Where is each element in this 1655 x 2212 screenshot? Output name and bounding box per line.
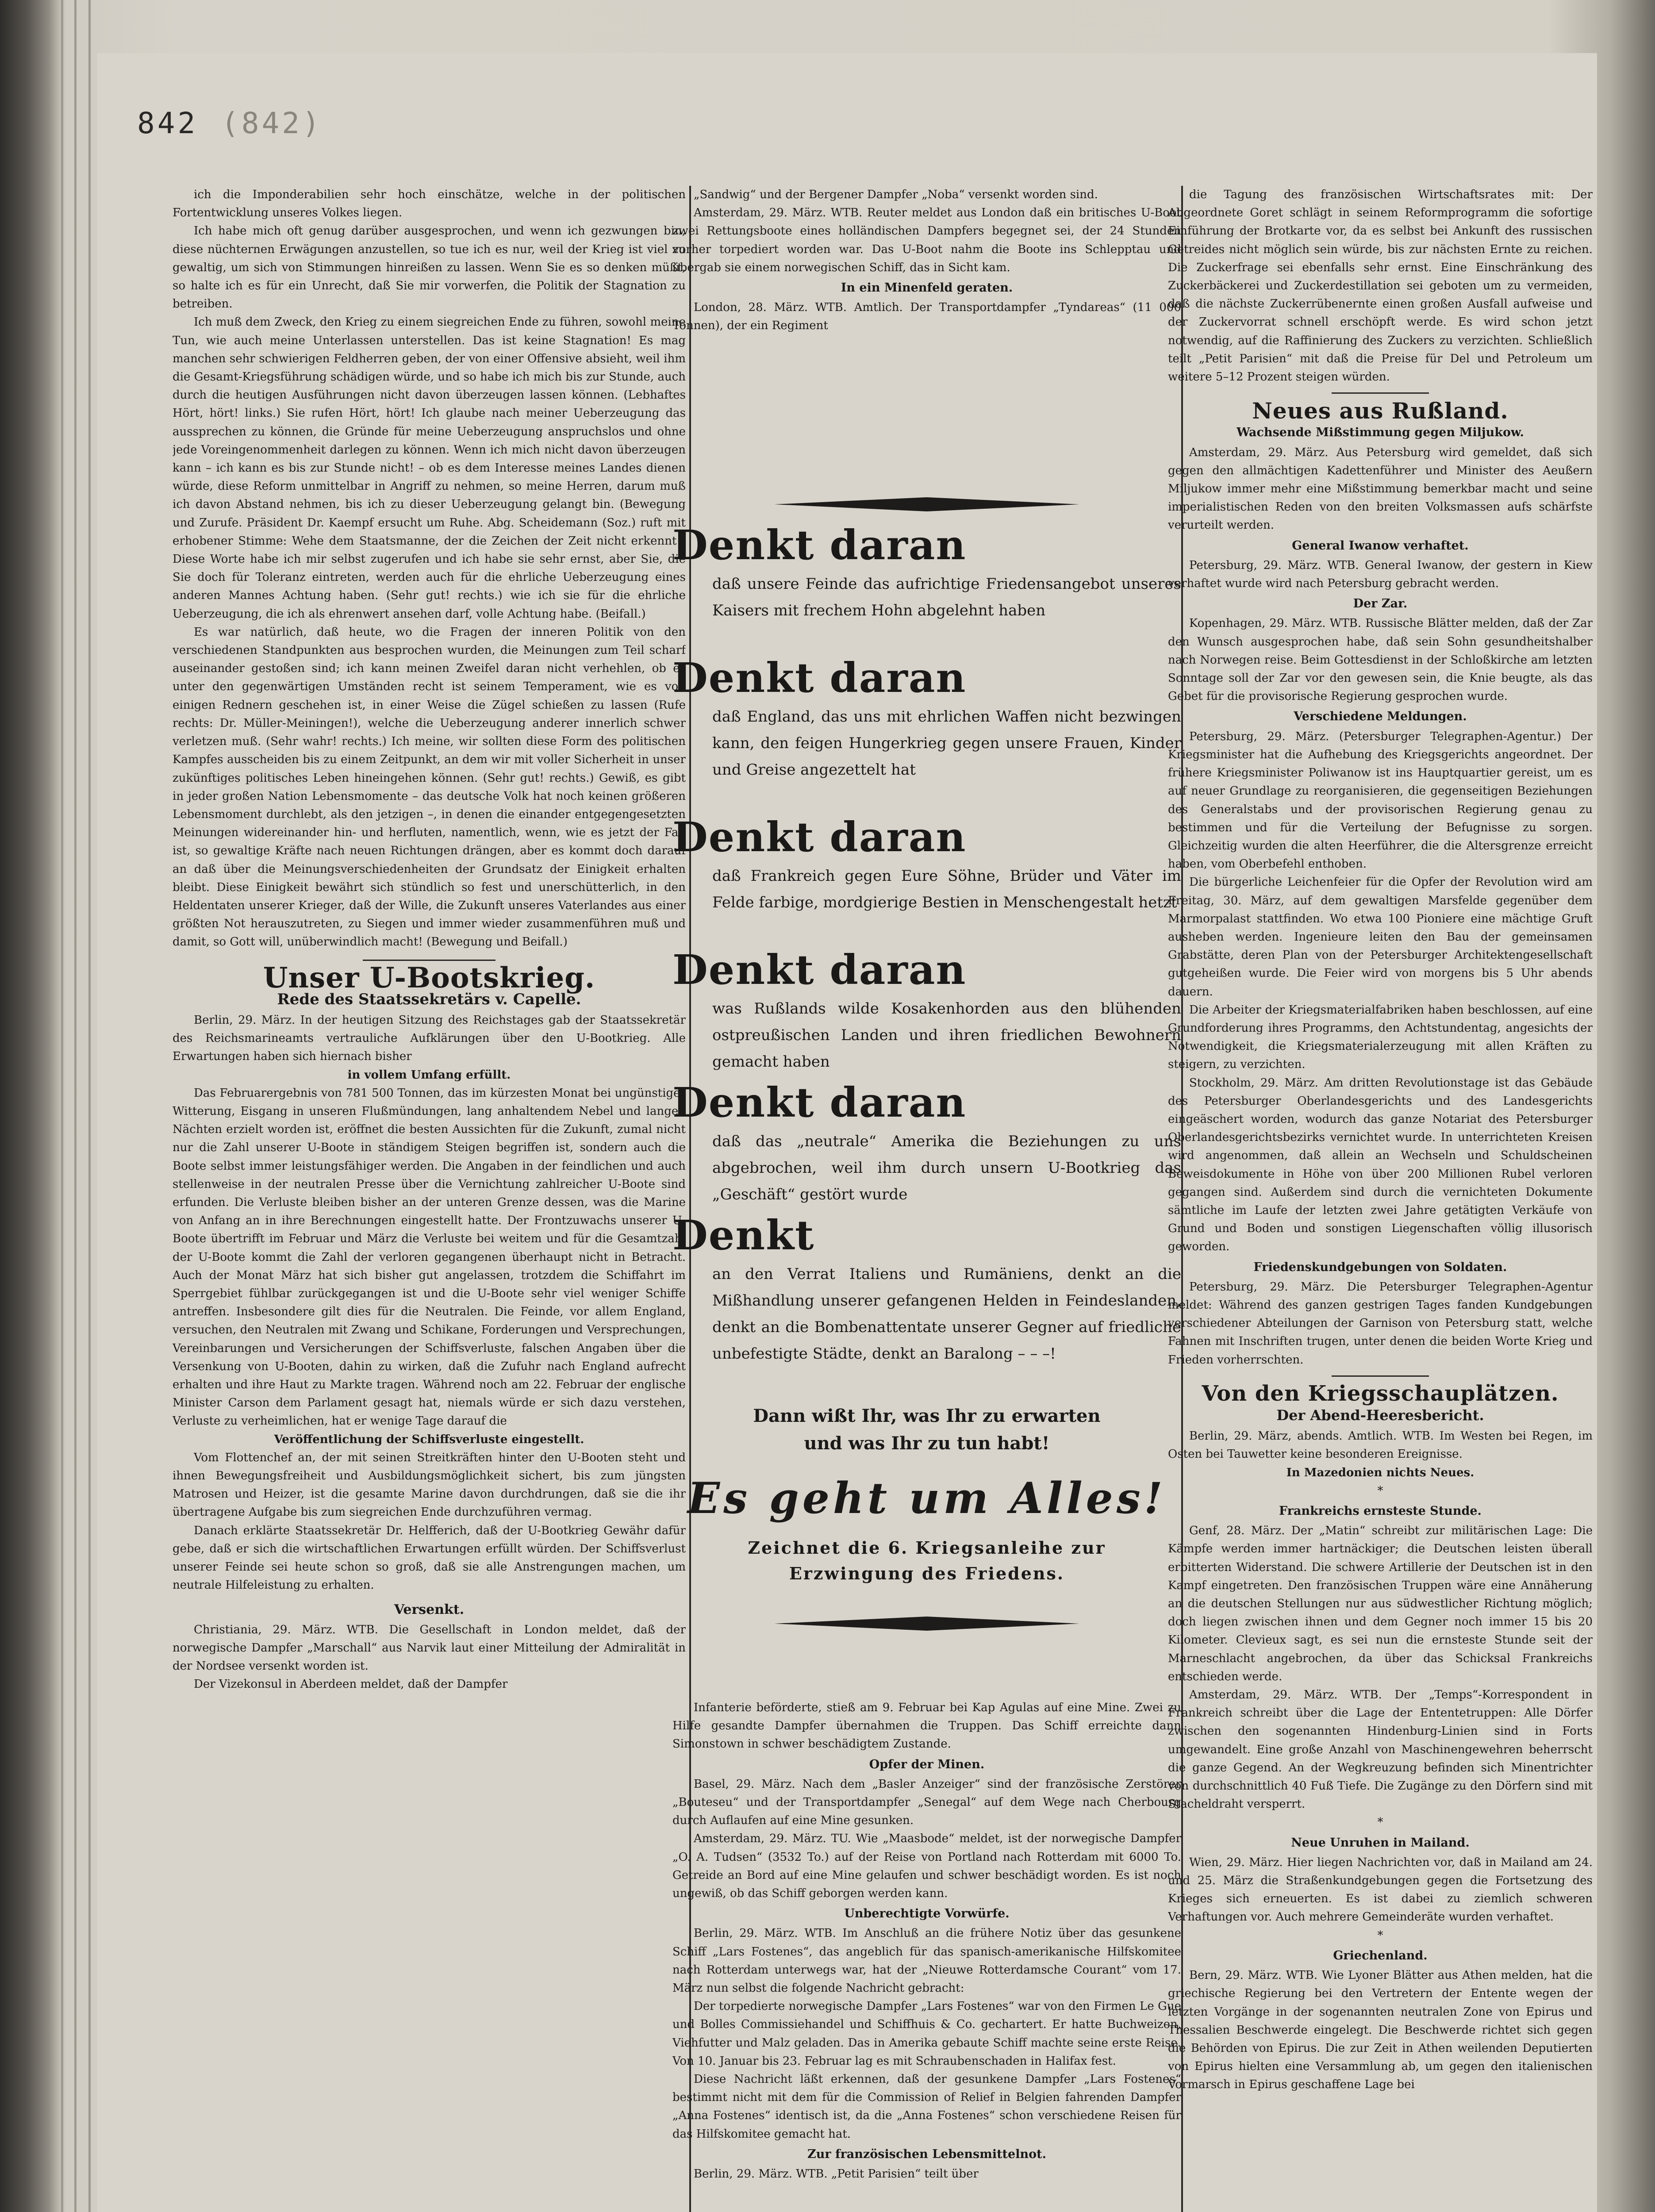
ad-text: daß das „neutrale“ Amerika die Beziehungen zu uns abgebrochen, weil ihm durch unsern U-Bootkrieg das „Geschäft“ gestört wurde (712, 1133, 1181, 1203)
paragraph: „Sandwig“ und der Bergener Dampfer „Noba“ versenkt worden sind. (694, 188, 1098, 201)
paragraph: Amsterdam, 29. März. WTB. Der „Temps“-Korrespondent in Frankreich schreibt über die Lage der Ententetruppen: Alle Dörfer zwischen den sogenannten Hindenburg-Linien sind in Forts umgewandelt. Eine große Anzahl von Maschinengewehren beherrscht die ganze Gegend. An der Wegkreuzung befinden sich Minentrichter von durchschnittlich 40 Fuß Tiefe. Die Zugänge zu den Dörfern sind mit Stacheldraht versperrt. (1168, 1688, 1593, 1811)
paragraph: Die Arbeiter der Kriegsmaterialfabriken haben beschlossen, auf eine Grundforderung ihres Programms, den Achtstundentag, angesichts der Notwendigkeit, die Kriegsmaterialerzeugung mit allen Kräften zu steigern, zu verzichten. (1168, 1003, 1593, 1071)
col1-paras-top (173, 186, 686, 952)
paragraph: Basel, 29. März. Nach dem „Basler Anzeiger“ sind der französische Zerstörer „Bouteseu“ und der Transportdampfer „Senegal“ auf dem Wege nach Cherbourg durch Auflaufen auf eine Mine gesunken. (672, 1777, 1181, 1828)
paragraph: Genf, 28. März. Der „Matin“ schreibt zur militärischen Lage: Die Kämpfe werden immer hartnäckiger; die Deutschen leisten überall erbitterten Widerstand. Die schwere Artillerie der Deutschen ist in den Kampf eingetreten. Den französischen Truppen wäre eine Annäherung an die deutschen Stellungen nur aus südwestlicher Richtung möglich; doch liegen zwischen ihnen und dem Gegner noch immer 15 bis 20 Kilometer. Clevieux sagt, es sei nun die ernsteste Stunde seit der Marneschlacht angebrochen, da über das Schicksal Frankreichs entschieden werde. (1168, 1524, 1593, 1683)
paragraph: Wien, 29. März. Hier liegen Nachrichten vor, daß in Mailand am 24. und 25. März die Straßenkundgebungen gegen die Fortsetzung des Krieges sich erneuerten. Es ist dabei zu ziemlich schweren Verhaftungen vor. Auch mehrere Gemeinderäte wurden verhaftet. (1168, 1855, 1593, 1924)
paragraph: Vom Flottenchef an, der mit seinen Streitkräften hinter den U-Booten steht und ihnen Bewegungsfreiheit und Ausbildungsmöglichkeit sichert, bis zum jüngsten Matrosen und Heizer, ist die gesamte Marine davon durchdrungen, daß sie die ihr übertragene Aufgabe bis zum siegreichen Ende durchzuführen vermag. (173, 1451, 686, 1519)
paragraph: Diese Nachricht läßt erkennen, daß der gesunkene Dampfer „Lars Fostenes“ bestimmt nicht mit dem für die Commission of Relief in Belgien fahrenden Dampfer „Anna Fostenes“ identisch ist, da die „Anna Fostenes“ schon verschiedene Reisen für das Hilfskomitee gemacht hat. (672, 2073, 1181, 2141)
paragraph: Der torpedierte norwegische Dampfer „Lars Fostenes“ war von den Firmen Le Gue und Bolles Commissiehandel und Schiffhuis & Co. gechartert. Er hatte Buchweizen, Viehfutter und Malz geladen. Das in Amerika gebaute Schiff machte seine erste Reise. Von 10. Januar bis 23. Februar lag es mit Schraubenschaden in Halifax fest. (672, 2000, 1181, 2068)
subhead-meldungen: Verschiedene Meldungen. (1294, 710, 1467, 724)
ad-block (672, 947, 1181, 1075)
subhead-opfer: Opfer der Minen. (869, 1757, 985, 1771)
ad-heading: Denkt daran (672, 946, 967, 994)
paragraph: Ich habe mich oft genug darüber ausgesprochen, und wenn ich gezwungen bin, diese nüchternen Erwägungen anzustellen, so tue ich es nur, weil der Krieg ist viel zu gewaltig, um sich von Stimmungen hinreißen zu lassen. Wenn Sie es so denken müßt, so halte ich es für ein Unrecht, daß Sie mir vorwerfen, die Politik der Stagnation zu betreiben. (173, 224, 686, 311)
subhead-abend: Der Abend-Heeresbericht. (1276, 1407, 1484, 1424)
separator-star: * (1377, 1928, 1383, 1942)
headline-uboot: Unser U-Bootskrieg. (263, 961, 595, 995)
paragraph: Berlin, 29. März, abends. Amtlich. WTB. Im Westen bei Regen, im Osten bei Tauwetter keine besonderen Ereignisse. (1168, 1429, 1593, 1461)
ad-block (672, 522, 1181, 624)
ad-text: daß England, das uns mit ehrlichen Waffen nicht bezwingen kann, den feigen Hungerkrieg gegen unsere Frauen, Kinder und Greise angezettelt hat (712, 708, 1181, 779)
paragraph: Es war natürlich, daß heute, wo die Fragen der inneren Politik von den verschiedenen Standpunkten aus besprochen wurden, die Meinungen zum Teil scharf auseinander gestoßen sind; ich kann meinen Zweifel daran nicht verhehlen, ob es unter den gegenwärtigen Umständen recht ist seinem Temperament, wie es von einigen Rednern geschehen ist, in einer Weise die Zügel schießen zu lassen (Rufe rechts: Dr. Müller-Meiningen!), welche die Ueberzeugung anderer innerlich schwer verletzen muß. (Sehr wahr! rechts.) Ich meine, wir sollten diese Form des politischen Kampfes ausscheiden bis zu einem Zeitpunkt, an dem wir mit voller Sicherheit in unser zukünftiges politisches Leben hineingehen können. (Sehr gut! rechts.) Gewiß, es gibt in jeder großen Nation Lebensmomente – das deutsche Volk hat noch keinen größeren Lebensmoment durchlebt, als den jetzigen –, in denen die einander entgegengesetzten Meinungen widereinander hin- und herfluten, namentlich, wenn, wie es jetzt der Fall ist, so gewaltige Kräfte nach neuen Richtungen drängen, aber es kommt doch darauf an daß über die Meinungsverschiedenheiten der Grundsatz der Einigkeit erhalten bleibt. Diese Einigkeit bewährt sich stündlich so fest und unerschütterlich, in den Heldentaten unserer Krieger, daß der Wille, die Zukunft unseres Vaterlandes aus einer größten Not herauszutreten, zu Siegen und immer wieder zusammenführen muß und damit, so Gott will, unüberwindlich macht! (Bewegung und Beifall.) (173, 625, 686, 949)
subhead-soldaten: Friedenskundgebungen von Soldaten. (1253, 1260, 1507, 1274)
ad-heading: Denkt daran (672, 1079, 967, 1126)
page-number-ghost: (842) (221, 106, 323, 140)
ad-block (672, 1079, 1181, 1208)
paragraph: Kopenhagen, 29. März. WTB. Russische Blätter melden, daß der Zar den Wunsch ausgesprochen habe, daß sein Sohn gesundheitshalber nach Norwegen reise. Beim Gottesdienst in der Schloßkirche am letzten Sonntage soll der Zar vor den gewesen sein, die Knie beugte, als das Gebet für die provisorische Regierung gesprochen wurde. (1168, 617, 1593, 703)
ad-heading: Denkt daran (672, 813, 967, 861)
ad-heading: Denkt daran (672, 654, 967, 702)
war-bond-advertisement (672, 522, 1181, 1725)
paragraph: Danach erklärte Staatssekretär Dr. Helfferich, daß der U-Bootkrieg Gewähr dafür gebe, daß er sich die wirtschaftlichen Erwartungen erfüllt würden. Der Schiffsverlust unserer Feinde sei heute schon so groß, daß sie alle Anstrengungen machen, um neutrale Hilfeleistung zu erhalten. (173, 1524, 686, 1592)
ad-text: daß unsere Feinde das aufrichtige Friedensangebot unseres Kaisers mit frechem Hohn abgelehnt haben (712, 575, 1181, 619)
subhead-vorwuerfe: Unberechtigte Vorwürfe. (844, 1907, 1010, 1921)
separator-star: * (1377, 1484, 1383, 1498)
paragraph: Petersburg, 29. März. WTB. General Iwanow, der gestern in Kiew verhaftet wurde wird nach Petersburg gebracht werden. (1168, 558, 1593, 591)
ornament-rule-icon (774, 1615, 1079, 1632)
ad-block (672, 655, 1181, 783)
subhead-versenkt: Versenkt. (394, 1602, 465, 1618)
ad-heading: Denkt (672, 1211, 815, 1259)
subhead-zar: Der Zar. (1353, 597, 1408, 611)
ad-slogan (672, 1473, 1181, 1523)
paragraph: Berlin, 29. März. WTB. Im Anschluß an die frühere Notiz über das gesunkene Schiff „Lars Fostenes“, das angeblich für das spanisch-amerikanische Hilfskomitee nach Rotterdam unterwegs war, hat der „Nieuwe Rotterdamsche Courant“ vom 17. März nun selbst die folgende Nachricht gebracht: (672, 1927, 1181, 1995)
headline-kriegsschauplaetze: Von den Kriegsschauplätzen. (1202, 1381, 1559, 1406)
ad-heading: Denkt daran (672, 521, 967, 569)
paragraph: In Mazedonien nichts Neues. (1286, 1466, 1475, 1479)
emphasis-line: in vollem Umfang erfüllt. (347, 1068, 511, 1082)
paragraph: Amsterdam, 29. März. TU. Wie „Maasbode“ meldet, ist der norwegische Dampfer „O. A. Tudsen“ (3532 To.) auf der Reise von Portland nach Rotterdam mit 6000 To. Getreide an Bord auf eine Mine gelaufen und schwer beschädigt worden. Es ist noch ungewiß, ob das Schiff geborgen werden kann. (672, 1832, 1181, 1901)
ad-text: daß Frankreich gegen Eure Söhne, Brüder und Väter im Felde farbige, mordgierige Bestien in Menschengestalt hetzt (712, 867, 1181, 911)
paragraph: Amsterdam, 29. März. WTB. Reuter meldet aus London daß ein britisches U-Boot zwei Rettungsboote eines holländischen Dampfers begegnet sei, der 24 Stunden vorher torpediert worden war. Das U-Boot nahm die Boote ins Schlepptau und übergab sie einem norwegischen Schiff, das in Sicht kam. (672, 206, 1181, 274)
column-3 (1168, 186, 1593, 2212)
headline-russland: Neues aus Rußland. (1252, 398, 1509, 424)
ad-block (672, 1212, 1181, 1367)
ad-footer-text: Dann wißt Ihr, was Ihr zu erwarten und was Ihr zu tun habt! (753, 1406, 1101, 1454)
subheadline-uboot: Rede des Staatssekretärs v. Capelle. (277, 990, 581, 1008)
paragraph: ich die Imponderabilien sehr hoch einschätze, welche in der politischen Fortentwicklung unseres Volkes liegen. (173, 188, 686, 220)
section-divider (1332, 392, 1429, 394)
paragraph: Petersburg, 29. März. (Petersburger Telegraphen-Agentur.) Der Kriegsminister hat die Aufhebung des Kriegsgerichts angeordnet. Der frühere Kriegsminister Poliwanow ist ins Hauptquartier gereist, um es auf neuer Grundlage zu reorganisieren, die gegenseitigen Beziehungen des Generalstabs und der provisorischen Regierung genau zu bestimmen und für die Verteilung der Befugnisse zu sorgen. Gleichzeitig wurden die alten Heerführer, die die Altersgrenze erreicht haben, vom Oberbefehl enthoben. (1168, 730, 1593, 871)
separator-star: * (1377, 1816, 1383, 1829)
binding-edge (74, 0, 77, 2212)
subhead-iwanow: General Iwanow verhaftet. (1292, 538, 1469, 553)
subhead-frankreich: Frankreichs ernsteste Stunde. (1279, 1504, 1482, 1518)
ad-text: was Rußlands wilde Kosakenhorden aus den blühenden ostpreußischen Landen und ihren friedlichen Bewohnern gemacht haben (712, 1000, 1181, 1071)
column-1 (173, 186, 686, 2212)
binding-edge (88, 0, 91, 2212)
paragraph: die Tagung des französischen Wirtschaftsrates mit: Der Abgeordnete Goret schlägt in seinem Reformprogramm die sofortige Einführung der Brotkarte vor, da es selbst bei Ankunft des russischen Getreides nicht möglich sein würde, bis zur nächsten Ernte zu reichen. Die Zuckerfrage sei ebenfalls sehr ernst. Eine Einschränkung des Zuckerbäckerei und Zuckerdestillation sei geboten um zu vermeiden, daß die nächste Zuckerrübenernte einen großen Ausfall aufweise und der Zuckervorrat schnell erschöpft werde. Es wird schon jetzt notwendig, auf die Raffinierung des Zuckers zu verzichten. Schließlich teilt „Petit Parisien“ mit daß die Preise für Del und Petroleum um weitere 5–12 Prozent steigen würden. (1168, 188, 1593, 384)
ornament-rule-icon (774, 495, 1079, 513)
paragraph: Amsterdam, 29. März. Aus Petersburg wird gemeldet, daß sich gegen den allmächtigen Kadettenführer und Minister des Aeußern Miljukow immer mehr eine Mißstimmung bemerkbar macht und seine imperialistischen Reden von den breiten Volksmassen aufs schärfste verurteilt werden. (1168, 445, 1593, 532)
paragraph: Petersburg, 29. März. Die Petersburger Telegraphen-Agentur meldet: Während des ganzen gestrigen Tages fanden Kundgebungen verschiedener Abteilungen der Garnison von Petersburg statt, welche Fahnen mit Inschriften trugen, unter denen die beiden Worte Krieg und Frieden vorherrschten. (1168, 1280, 1593, 1367)
column-2-top (672, 186, 1181, 495)
section-divider (1332, 1375, 1429, 1377)
section-divider (363, 960, 495, 961)
subhead-lebensmittel: Zur französischen Lebensmittelnot. (807, 2147, 1046, 2161)
paragraph: Die bürgerliche Leichenfeier für die Opfer der Revolution wird am Freitag, 30. März, auf dem gewaltigen Marsfelde gegenüber dem Marmorpalast stattfinden. Wo etwa 100 Pioniere eine mächtige Gruft ausheben werden. Ingenieure leiten den Bau der gemeinsamen Grabstätte, deren Plan von der Petersburger Architektengesellschaft gutgeheißen wurde. Die Feier wird von morgens bis 5 Uhr abends dauern. (1168, 876, 1593, 998)
subhead-minenfeld: In ein Minenfeld geraten. (841, 281, 1013, 295)
paragraph: Bern, 29. März. WTB. Wie Lyoner Blätter aus Athen melden, hat die griechische Regierung bei den Vertretern der Entente wegen der letzten Vorgänge in der sogenannten neutralen Zone von Epirus und Thessalien Beschwerde eingelegt. Die Beschwerde richtet sich gegen die Behörden von Epirus. Die zur Zeit in Athen weilenden Deputierten von Epirus hielten eine Versammlung ab, um gegen den italienischen Vormarsch in Epirus geschaffene Lage bei (1168, 1969, 1593, 2092)
subhead-mailand: Neue Unruhen in Mailand. (1291, 1836, 1470, 1850)
column-2-bottom (672, 1699, 1181, 2212)
binding-edge (61, 0, 63, 2212)
page-number: 842 (137, 106, 198, 140)
emphasis-line: Veröffentlichung der Schiffsverluste eingestellt. (274, 1432, 584, 1446)
paragraph: Das Februarergebnis von 781 500 Tonnen, das im kürzesten Monat bei ungünstiger Witterung, Eisgang in unseren Flußmündungen, lang anhaltendem Nebel und langen Nächten erzielt worden ist, eröffnet die besten Aussichten für die Zukunft, zumal nicht nur die Zahl unserer U-Boote in ständigem Steigen begriffen ist, sondern auch die Boote selbst immer leistungsfähiger werden. Die Angaben in der feindlichen und auch stellenweise in der neutralen Presse über die Vernichtung zahlreicher U-Boote sind erfunden. Die Verluste bleiben bisher an der unteren Grenze dessen, was die Marine von Anfang an in ihre Berechnungen eingestellt hatte. Der Frontzuwachs unserer U-Boote übertrifft im Februar und März die Verluste bei weitem und für die Gesamtzahl der U-Boote kommt die Zahl der verloren gegangenen überhaupt nicht in Betracht. Auch der Monat März hat sich bisher gut angelassen, trotzdem die Schiffahrt im Sperrgebiet fühlbar zurückgegangen ist und die U-Boote sehr viel weniger Schiffe antreffen. Insbesondere gilt dies für die Neutralen. Die Feinde, vor allem England, versuchen, den Neutralen mit Zwang und Schikane, Forderungen und Versprechungen, Vereinbarungen und Versicherungen der Schiffsverluste, falschen Angaben über die Versenkung von U-Booten, dahin zu wirken, daß die Zufuhr nach England aufrecht erhalten und ihre Haut zu Markte tragen. Während noch am 22. Februar der englische Minister Carson dem Parlament gesagt hat, niemals würde er sich dazu verstehen, Verluste zu verheimlichen, hat er wenige Tage darauf die (173, 1086, 686, 1428)
paragraph: Christiania, 29. März. WTB. Die Gesellschaft in London meldet, daß der norwegische Dampfer „Marschall“ aus Narvik laut einer Mitteilung der Admiralität in der Nordsee versenkt worden ist. (173, 1623, 686, 1673)
paragraph: Der Vizekonsul in Aberdeen meldet, daß der Dampfer (194, 1678, 508, 1691)
ad-call-to-action (672, 1535, 1181, 1586)
paragraph: Stockholm, 29. März. Am dritten Revolutionstage ist das Gebäude des Petersburger Oberlandesgerichts und des Landesgerichts eingeäschert worden, wodurch das ganze Notariat des Petersburger Oberlandesgerichtsbezirks vernichtet wurde. In unterrichteten Kreisen wird angenommen, daß allein an Wechseln und Schuldscheinen Beweisdokumente in Höhe von über 200 Millionen Rubel verloren gegangen sind. Außerdem sind durch die vernichteten Dokumente sämtliche im Laufe der letzten zwei Jahre getätigten Verkäufe von Grund und Boden und sonstigen Liegenschaften völlig illusorisch geworden. (1168, 1076, 1593, 1254)
ad-footer (672, 1402, 1181, 1457)
paragraph: Infanterie beförderte, stieß am 9. Februar bei Kap Agulas auf eine Mine. Zwei zu Hilfe gesandte Dampfer übernahmen die Truppen. Das Schiff erreichte dann Simonstown in schwer beschädigtem Zustande. (672, 1701, 1181, 1751)
ad-text: an den Verrat Italiens und Rumäniens, denkt an die Mißhandlung unserer gefangenen Helden in Feindeslanden, denkt an die Bombenattentate unserer Gegner auf friedliche unbefestigte Städte, denkt an Baralong – – –! (712, 1265, 1181, 1363)
subhead-griechenland: Griechenland. (1333, 1948, 1428, 1962)
newspaper-page (97, 53, 1597, 2212)
paragraph: Berlin, 29. März. In der heutigen Sitzung des Reichstages gab der Staatssekretär des Reichsmarineamts vertrauliche Aufklärungen über den U-Bootkrieg. Alle Erwartungen haben sich hiernach bisher (173, 1013, 686, 1064)
ad-call-text: Zeichnet die 6. Kriegsanleihe zur Erzwingung des Friedens. (748, 1538, 1106, 1583)
ad-slogan-text: Es geht um Alles! (687, 1473, 1166, 1523)
ad-block (672, 814, 1181, 916)
paragraph: Berlin, 29. März. WTB. „Petit Parisien“ teilt über (694, 2167, 979, 2181)
paragraph: London, 28. März. WTB. Amtlich. Der Transportdampfer „Tyndareas“ (11 000 Tonnen), der ein Regiment (672, 301, 1181, 333)
paragraph: Ich muß dem Zweck, den Krieg zu einem siegreichen Ende zu führen, sowohl meine Tun, wie auch meine Unterlassen unterstellen. Das ist keine Stagnation! Es mag manchen sehr schwierigen Feldherren geben, der von einer Offensive absieht, weil ihm die Gesamt-Kriegsführung schädigen würde, und so habe ich mich bis zur Stunde, auch durch die heutigen Ausführungen nicht davon überzeugen lassen können. (Lebhaftes Hört, hört! links.) Sie rufen Hört, hört! Ich glaube nach meiner Ueberzeugung das aussprechen zu können, die Gründe für meine Ueberzeugung anspruchslos und ohne jede Voreingenommenheit darlegen zu können. Wenn ich mich nicht davon überzeugen kann – ich kann es bis zur Stunde nicht! – ob es dem Interesse meines Landes dienen würde, diese Reform unmittelbar in Angriff zu nehmen, so meine Herren, darum muß ich davon Abstand nehmen, bis ich zu dieser Ueberzeugung gelangt bin. (Bewegung und Zurufe. Präsident Dr. Kaempf ersucht um Ruhe. Abg. Scheidemann (Soz.) ruft mit erhobener Stimme: Wehe dem Staatsmanne, der die Zeichen der Zeit nicht erkennt!) Diese Worte habe ich mir selbst zugerufen und ich habe sie sehr ernst, aber Sie, die Sie doch für Toleranz eintreten, werden auch für die ehrliche Ueberzeugung eines anderen Mannes Achtung haben. (Sehr gut! rechts.) wie ich sie für die ehrliche Ueberzeugung, die ich als ehrenwert ansehen darf, volle Achtung habe. (Beifall.) (173, 315, 686, 621)
subhead-verstimmung: Wachsende Mißstimmung gegen Miljukow. (1236, 426, 1524, 440)
